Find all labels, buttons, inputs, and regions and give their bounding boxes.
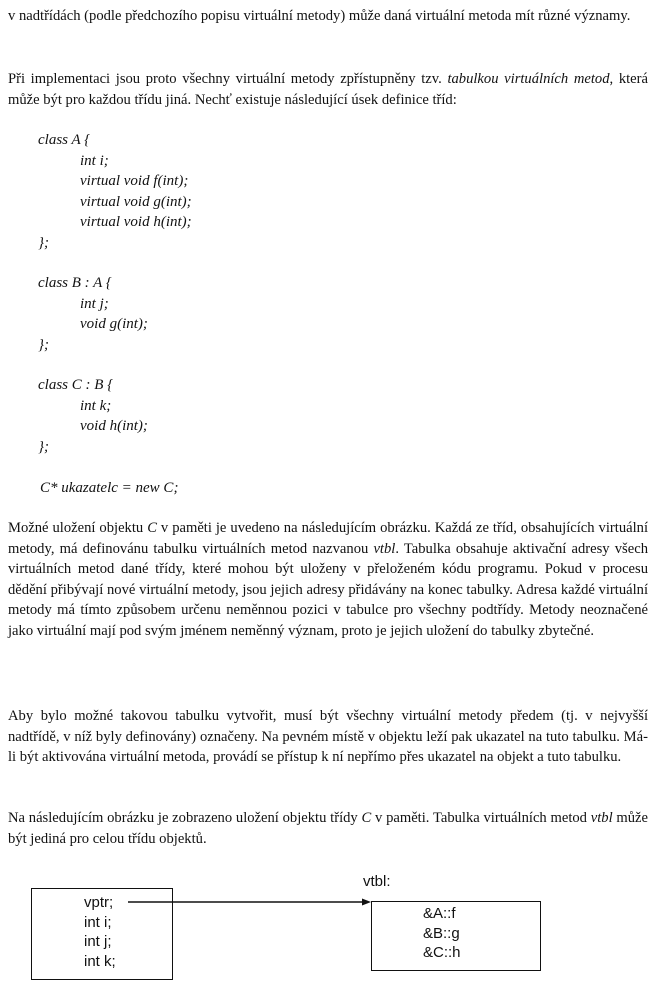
code-line: virtual void f(int); (80, 173, 189, 189)
paragraph-5-text-b: v paměti. Tabulka virtuálních metod (371, 810, 591, 826)
paragraph-4: Aby bylo možné takovou tabulku vytvořit, musí být všechny virtuální metody předem (tj. v nejvyšší nadtřídě, v níž byly definovány) označeny. Na pevném místě v objektu leží pak ukazatel na tuto tabulku. Má-li být aktivována virtuální metoda, provádí se přístup k ní nepřímo přes ukazatel na objekt a tuto tabulku. (8, 708, 648, 765)
paragraph-1: v nadtřídách (podle předchozího popisu virtuální metody) může daná virtuální metoda mít různé významy. (8, 8, 631, 24)
paragraph-2-text-b: , která může být pro každou třídu jiná. Nechť existuje následující úsek definice tříd: (8, 71, 648, 108)
paragraph-3-text-b: v paměti je uvedeno na následujícím obrázku. Každá ze tříd, obsahujících virtuální metody, má definovánu tabulku virtuálních metod nazvanou (8, 520, 649, 557)
paragraph-2-text-a: Při implementaci jsou proto všechny virtuální metody zpřístupněny tzv. (8, 71, 448, 87)
vtbl-term: tabulkou virtuálních metod (447, 71, 610, 87)
class-c-ref: C (147, 520, 157, 536)
vtbl-entry-b-g: &B::g (423, 924, 460, 942)
vptr-arrow-head (362, 899, 371, 906)
code-line: }; (38, 336, 49, 353)
class-c-ref: C (361, 810, 372, 826)
object-field-i: int i; (84, 913, 112, 931)
object-field-k: int k; (84, 952, 116, 970)
vtbl-entry-a-f: &A::f (423, 905, 456, 922)
code-line: }; (38, 438, 49, 455)
code-line: void g(int); (80, 316, 148, 332)
vtbl-ref: vtbl (373, 540, 396, 557)
code-line: int i; (80, 152, 109, 169)
code-line: }; (38, 234, 49, 251)
code-line: virtual void h(int); (80, 214, 192, 230)
code-line: void h(int); (80, 418, 148, 434)
object-field-j: int j; (84, 933, 112, 950)
code-line: int j; (80, 295, 109, 312)
paragraph-3-text-a: Možné uložení objektu (8, 520, 148, 536)
vtbl-entry-c-h: &C::h (423, 944, 461, 961)
paragraph-5-text-a: Na následujícím obrázku je zobrazeno uložení objektu třídy (8, 810, 362, 826)
code-pointer-line: C* ukazatelc = new C; (40, 480, 179, 496)
code-line: virtual void g(int); (80, 193, 192, 210)
code-line: int k; (80, 397, 112, 414)
code-line: class C : B { (38, 377, 114, 393)
vtbl-label: vtbl: (363, 873, 391, 890)
paragraph-5-text-c: může být jediná pro celou třídu objektů. (8, 810, 648, 847)
vtbl-ref: vtbl (590, 810, 613, 826)
code-line: class A { (38, 132, 91, 148)
object-field-vptr: vptr; (84, 894, 114, 911)
paragraph-3-text-c: . Tabulka obsahuje aktivační adresy všech virtuálních metod dané třídy, které mohou být uloženy v přeloženém kódu programu. Pokud v procesu dědění přibývají nové virtuální metody, jsou jejich adresy přidávány na konec tabulky. Adresa každé virtuální metody má tímto způsobem určenu neměnnou pozici v tabulce pro všechny podtřídy. Metody neoznačené jako virtuální mají pod svým jménem neměnný význam, proto je jejich uložení do tabulky zbytečné. (8, 540, 648, 639)
code-line: class B : A { (38, 275, 112, 291)
